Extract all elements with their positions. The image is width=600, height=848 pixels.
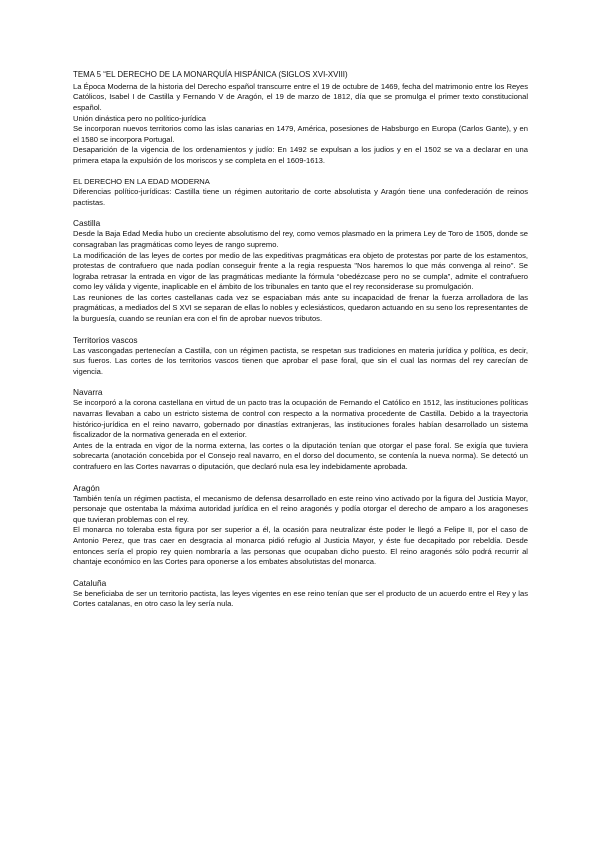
section-paragraph: Las reuniones de las cortes castellanas cada vez se espaciaban más ante su incapacidad de frenar la fuerza arrolladora de las pragmáticas, a mediados del S XVI se separan de ellas lo nobles y eclesiásticos, quedaron actuando en su seno los representantes de la burguesía, cuando se reunían era con el fin de aprobar nuevos tributos. [73,292,528,324]
section-heading-aragon: Aragón [73,482,100,493]
section-paragraph: Antes de la entrada en vigor de la norma externa, las cortes o la diputación tenían que otorgar el pase foral. Se exigía que tuviera sobrecarta (anotación concebida por el Consejo real navarro, en el dorso del documento, se contenía la nueva norma). Se detectó un contrafuero en las Cortes navarras o diputación, que declaró nula esa ley indebidamente aprobada. [73,440,528,472]
section-paragraph: Se incorporó a la corona castellana en virtud de un pacto tras la ocupación de Fernando el Católico en 1512, las instituciones políticas navarras llevaban a cabo un estricto sistema de control con respecto a la normativa procedente de Castilla. Debido a la trayectoria histórico-jurídica en el reino navarro, gobernado por dinastías extranjeras, las instituciones forales habían desarrollado un sistema fiscalizador de la normativa generada en el exterior. [73,398,528,440]
spacer [73,325,528,335]
intro-subtitle: Unión dinástica pero no político-jurídica [73,113,206,123]
intro-paragraph: Desaparición de la vigencia de los ordenamientos y judío: En 1492 se expulsan a los judios y en el 1502 se va a declarar en una primera etapa la expulsión de los moriscos y se completa en el 1609-1613. [73,145,528,165]
section-heading-castilla: Castilla [73,218,101,229]
section-heading-territorios-vascos: Territorios vascos [73,334,138,345]
section-paragraph: Se beneficiaba de ser un territorio pactista, las leyes vigentes en ese reino tenían que ser el producto de un acuerdo entre el Rey y las Cortes catalanas, en otro caso la ley sería nula. [73,588,528,609]
document-title: TEMA 5 “EL DERECHO DE LA MONARQUÍA HISPÁNICA (SIGLOS XVI-XVIII) [73,70,348,79]
section-paragraph: Desde la Baja Edad Media hubo un creciente absolutismo del rey, como vemos plasmado en la primera Ley de Toro de 1505, donde se consagraban las pragmáticas como leyes de rango supremo. [73,229,528,249]
spacer [73,568,528,578]
intro-paragraph: La Época Moderna de la historia del Derecho español transcurre entre el 19 de octubre de 1469, fecha del matrimonio entre los Reyes Católicos, Isabel I de Castilla y Fernando V de Aragón, el 19 de marzo de 1812, día que se promulga el primer texto constitucional español. [73,81,528,112]
section-paragraph: El monarca no toleraba esta figura por ser superior a él, la ocasión para neutralizar éste poder le llegó a Felipe II, por el caso de Antonio Perez, que tras caer en desgracia al monarca pidió refugio al Justicia Mayor, y éste fue decapitado por rebeldía. Desde entonces sería el propio rey quien nombraría a las personas que ocupaban dicho puesto. El reino aragonés sólo podrá recurrir al chantaje económico en las Cortes para oponerse a los embates absolutistas del monarca. [73,525,528,567]
section-paragraph: Diferencias político-jurídicas: Castilla tiene un régimen autoritario de corte absolutista y Aragón tiene una confederación de reinos pactistas. [73,187,528,207]
spacer [73,208,528,218]
spacer [73,473,528,483]
section-heading-edad-moderna: EL DERECHO EN LA EDAD MODERNA [73,176,210,186]
section-paragraph: También tenía un régimen pactista, el mecanismo de defensa desarrollado en este reino vino activado por la figura del Justicia Mayor, personaje que ostentaba la máxima autoridad jurídica en el reino aragonés y podía otorgar el derecho de amparo a los aragoneses que tuvieran problemas con el rey. [73,493,528,524]
section-paragraph: La modificación de las leyes de cortes por medio de las expeditivas pragmáticas era objeto de protestas por parte de los estamentos, protestas de contrafuero que nada podían conseguir frente a la regia respuesta "Nos haremos lo que más convenga al reino". Se lograba retrasar la entrada en vigor de las pragmáticas mediante la fórmula “obedézcase pero no se cumpla”, admite el contrafuero como ley válida y vigente, inaplicable en el ámbito de los tribunales en tanto que el rey reconsiderase su promulgación. [73,250,528,292]
section-paragraph: Las vascongadas pertenecían a Castilla, con un régimen pactista, se respetan sus tradiciones en materia jurídica y política, es decir, sus fueros. Las cortes de los territorios vascos tienen que aprobar el pase foral, que sin el cual las normas del rey carecían de vigencia. [73,345,528,376]
spacer [73,377,528,387]
spacer [73,167,528,177]
section-heading-cataluna: Cataluña [73,577,107,588]
section-heading-navarra: Navarra [73,387,103,398]
intro-paragraph: Se incorporan nuevos territorios como las islas canarias en 1479, América, posesiones de Habsburgo en Europa (Carlos Gante), y en el 1580 se incorpora Portugal. [73,124,528,144]
